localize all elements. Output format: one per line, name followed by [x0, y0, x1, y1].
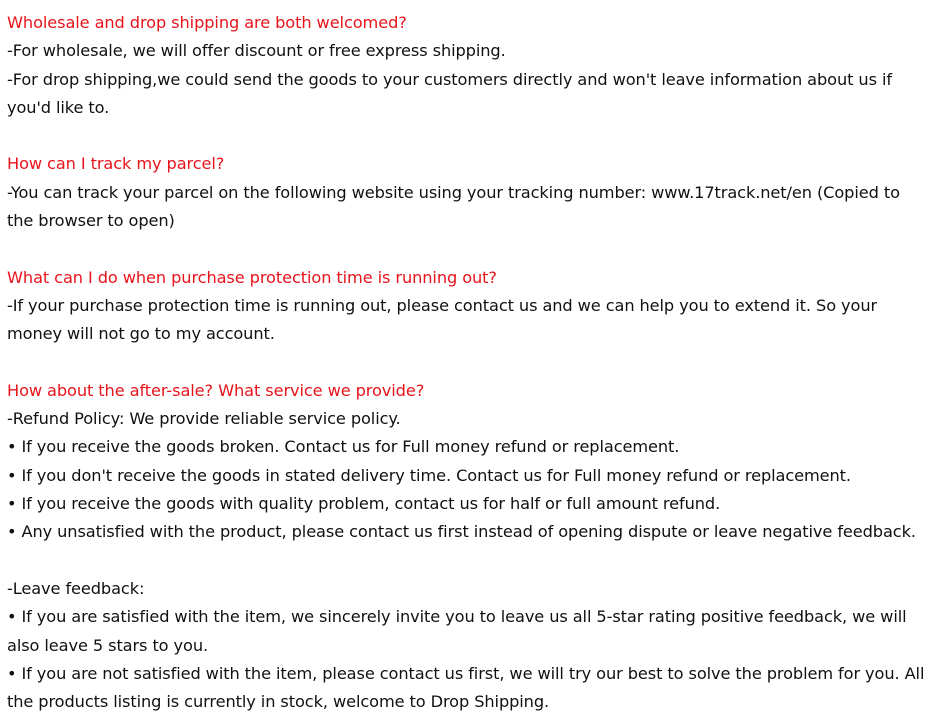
question-after-sale: How about the after-sale? What service we provide?	[7, 380, 425, 400]
question-track-parcel: How can I track my parcel?	[7, 154, 225, 174]
refund-bullet-not-received: • If you don't receive the goods in stated delivery time. Contact us for Full money refund or replacement.	[7, 465, 851, 485]
refund-bullet-broken: • If you receive the goods broken. Contact us for Full money refund or replacement.	[7, 437, 680, 457]
section-spacer	[7, 547, 927, 575]
section-spacer	[7, 349, 927, 377]
answer-purchase-protection-line: -If your purchase protection time is running out, please contact us and we can help you to extend it. So your money will not go to my account.	[7, 295, 878, 344]
refund-policy-line: -Refund Policy: We provide reliable service policy.	[7, 409, 401, 429]
answer-dropshipping-line: -For drop shipping,we could send the goods to your customers directly and won't leave information about us if you'd like to.	[7, 69, 892, 117]
answer-track-parcel-line: -You can track your parcel on the following website using your tracking number: www.17track.net/en (Copied to the browser to open)	[7, 182, 900, 231]
question-purchase-protection: What can I do when purchase protection time is running out?	[7, 267, 497, 287]
refund-bullet-unsatisfied: • Any unsatisfied with the product, please contact us first instead of opening dispute or leave negative feedback.	[7, 522, 916, 542]
answer-wholesale-line: -For wholesale, we will offer discount or free express shipping.	[7, 41, 506, 61]
refund-bullet-quality: • If you receive the goods with quality problem, contact us for half or full amount refund.	[7, 494, 721, 514]
leave-feedback-heading: -Leave feedback:	[7, 578, 145, 598]
feedback-bullet-not-satisfied: • If you are not satisfied with the item, please contact us first, we will try our best to solve the problem for you. All the products listing is currently in stock, welcome to Drop Shipping.	[7, 663, 925, 712]
faq-document	[7, 9, 927, 716]
feedback-bullet-satisfied: • If you are satisfied with the item, we sincerely invite you to leave us all 5-star rating positive feedback, we will also leave 5 stars to you.	[7, 607, 907, 655]
section-spacer	[7, 122, 927, 150]
section-spacer	[7, 235, 927, 263]
question-wholesale: Wholesale and drop shipping are both welcomed?	[7, 13, 407, 32]
